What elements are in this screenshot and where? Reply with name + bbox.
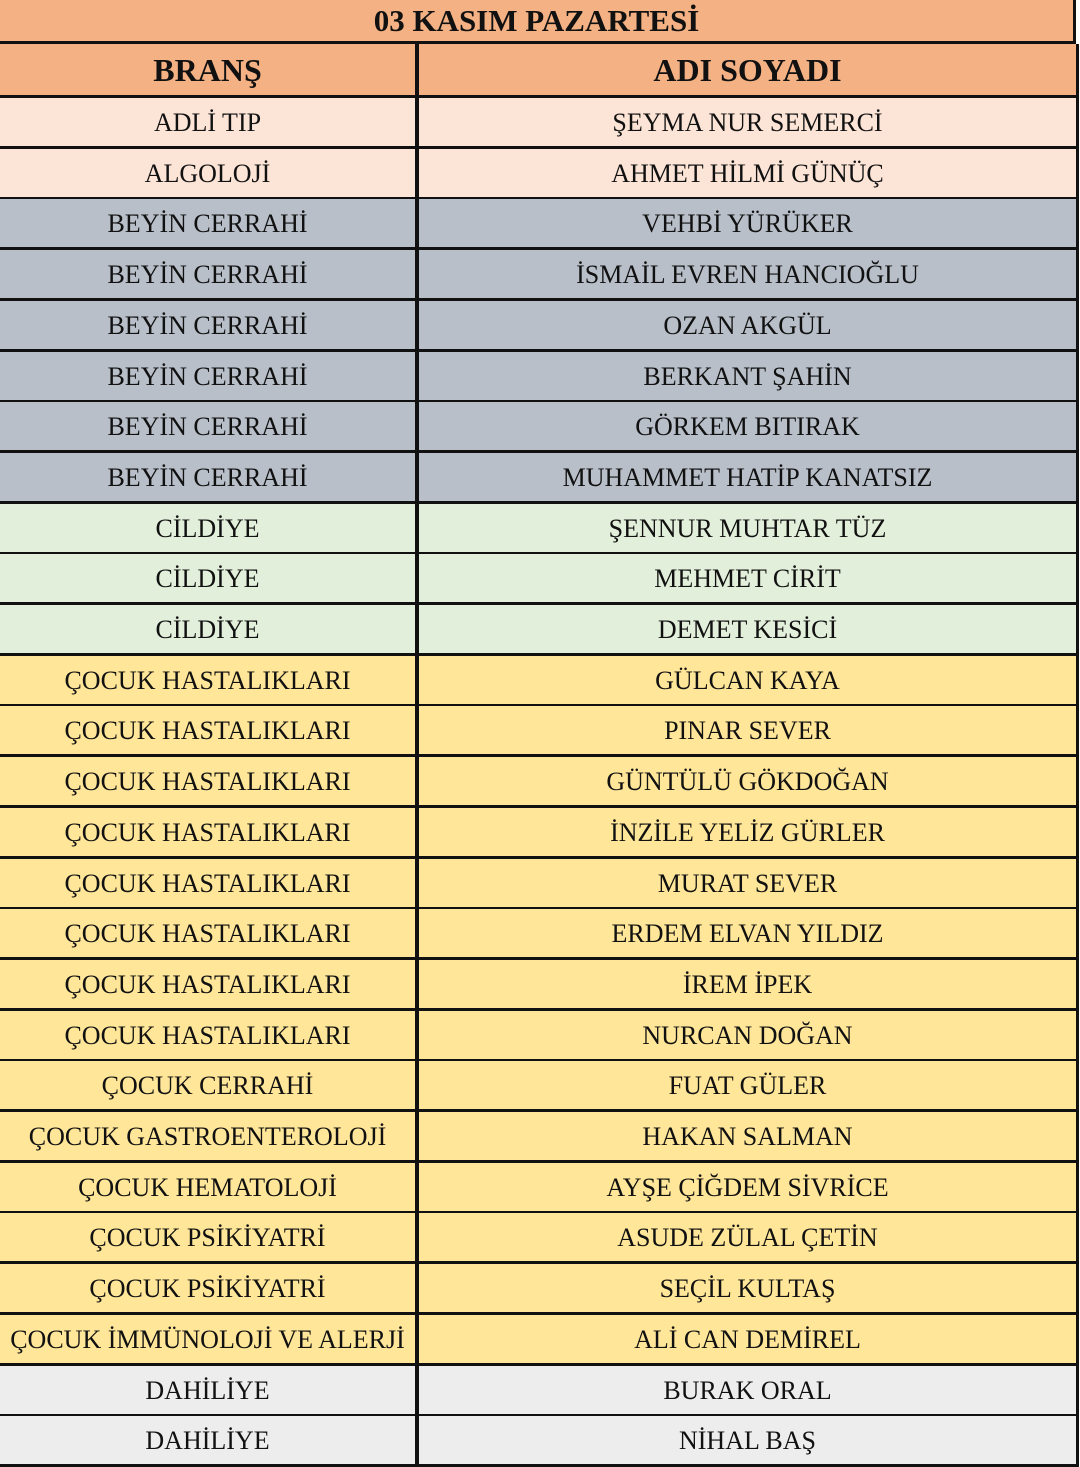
table-row (0, 1011, 1080, 1062)
brans-cell: ÇOCUK HASTALIKLARI (0, 757, 419, 808)
table-row (0, 554, 1080, 605)
name-cell: HAKAN SALMAN (419, 1112, 1079, 1163)
brans-cell: BEYİN CERRAHİ (0, 301, 419, 352)
brans-cell: ÇOCUK CERRAHİ (0, 1061, 419, 1112)
name-cell: İSMAİL EVREN HANCIOĞLU (419, 250, 1079, 301)
table-row (0, 1213, 1080, 1264)
table-row (0, 199, 1080, 250)
name-cell: İREM İPEK (419, 960, 1079, 1011)
table-row (0, 1061, 1080, 1112)
name-cell: VEHBİ YÜRÜKER (419, 199, 1079, 250)
brans-cell: BEYİN CERRAHİ (0, 352, 419, 403)
name-cell: ALİ CAN DEMİREL (419, 1315, 1079, 1366)
table-row (0, 402, 1080, 453)
name-cell: İNZİLE YELİZ GÜRLER (419, 808, 1079, 859)
name-cell: ERDEM ELVAN YILDIZ (419, 909, 1079, 960)
table-row (0, 1315, 1080, 1366)
table-row (0, 605, 1080, 656)
table-row (0, 1264, 1080, 1315)
table-row (0, 98, 1080, 149)
brans-cell: ÇOCUK HASTALIKLARI (0, 706, 419, 757)
brans-cell: ÇOCUK HASTALIKLARI (0, 1011, 419, 1062)
brans-cell: BEYİN CERRAHİ (0, 402, 419, 453)
table-row (0, 504, 1080, 555)
name-cell: FUAT GÜLER (419, 1061, 1079, 1112)
table-row (0, 1112, 1080, 1163)
brans-cell: ÇOCUK PSİKİYATRİ (0, 1213, 419, 1264)
name-cell: OZAN AKGÜL (419, 301, 1079, 352)
header-adi-soyadi: ADI SOYADI (419, 44, 1079, 98)
table-row (0, 1366, 1080, 1417)
brans-cell: BEYİN CERRAHİ (0, 250, 419, 301)
name-cell: MUHAMMET HATİP KANATSIZ (419, 453, 1079, 504)
brans-cell: CİLDİYE (0, 605, 419, 656)
brans-cell: ÇOCUK HASTALIKLARI (0, 960, 419, 1011)
name-cell: GÜLCAN KAYA (419, 656, 1079, 707)
table-row (0, 1416, 1080, 1467)
name-cell: NİHAL BAŞ (419, 1416, 1079, 1467)
table-row (0, 453, 1080, 504)
table-row (0, 960, 1080, 1011)
brans-cell: ÇOCUK HASTALIKLARI (0, 656, 419, 707)
name-cell: AHMET HİLMİ GÜNÜÇ (419, 149, 1079, 200)
brans-cell: BEYİN CERRAHİ (0, 199, 419, 250)
brans-cell: ÇOCUK GASTROENTEROLOJİ (0, 1112, 419, 1163)
table-row (0, 757, 1080, 808)
brans-cell: DAHİLİYE (0, 1366, 419, 1417)
name-cell: GÜNTÜLÜ GÖKDOĞAN (419, 757, 1079, 808)
table-row (0, 656, 1080, 707)
brans-cell: ÇOCUK HEMATOLOJİ (0, 1163, 419, 1214)
name-cell: PINAR SEVER (419, 706, 1079, 757)
header-row (0, 44, 1080, 98)
brans-cell: DAHİLİYE (0, 1416, 419, 1467)
table-row (0, 250, 1080, 301)
brans-cell: BEYİN CERRAHİ (0, 453, 419, 504)
name-cell: BURAK ORAL (419, 1366, 1079, 1417)
brans-cell: CİLDİYE (0, 504, 419, 555)
brans-cell: ÇOCUK İMMÜNOLOJİ VE ALERJİ (0, 1315, 419, 1366)
header-brans: BRANŞ (0, 44, 419, 98)
table-row (0, 808, 1080, 859)
brans-cell: CİLDİYE (0, 554, 419, 605)
brans-cell: ALGOLOJİ (0, 149, 419, 200)
brans-cell: ÇOCUK PSİKİYATRİ (0, 1264, 419, 1315)
table-row (0, 301, 1080, 352)
brans-cell: ÇOCUK HASTALIKLARI (0, 859, 419, 910)
name-cell: DEMET KESİCİ (419, 605, 1079, 656)
table-row (0, 909, 1080, 960)
name-cell: ASUDE ZÜLAL ÇETİN (419, 1213, 1079, 1264)
name-cell: GÖRKEM BITIRAK (419, 402, 1079, 453)
table-row (0, 1163, 1080, 1214)
brans-cell: ADLİ TIP (0, 98, 419, 149)
brans-cell: ÇOCUK HASTALIKLARI (0, 909, 419, 960)
name-cell: ŞENNUR MUHTAR TÜZ (419, 504, 1079, 555)
name-cell: MEHMET CİRİT (419, 554, 1079, 605)
name-cell: NURCAN DOĞAN (419, 1011, 1079, 1062)
name-cell: ŞEYMA NUR SEMERCİ (419, 98, 1079, 149)
table-row (0, 149, 1080, 200)
brans-cell: ÇOCUK HASTALIKLARI (0, 808, 419, 859)
sheet-title: 03 KASIM PAZARTESİ (0, 0, 1076, 44)
name-cell: SEÇİL KULTAŞ (419, 1264, 1079, 1315)
table-row (0, 352, 1080, 403)
table-row (0, 706, 1080, 757)
table-row (0, 859, 1080, 910)
name-cell: MURAT SEVER (419, 859, 1079, 910)
name-cell: AYŞE ÇİĞDEM SİVRİCE (419, 1163, 1079, 1214)
name-cell: BERKANT ŞAHİN (419, 352, 1079, 403)
